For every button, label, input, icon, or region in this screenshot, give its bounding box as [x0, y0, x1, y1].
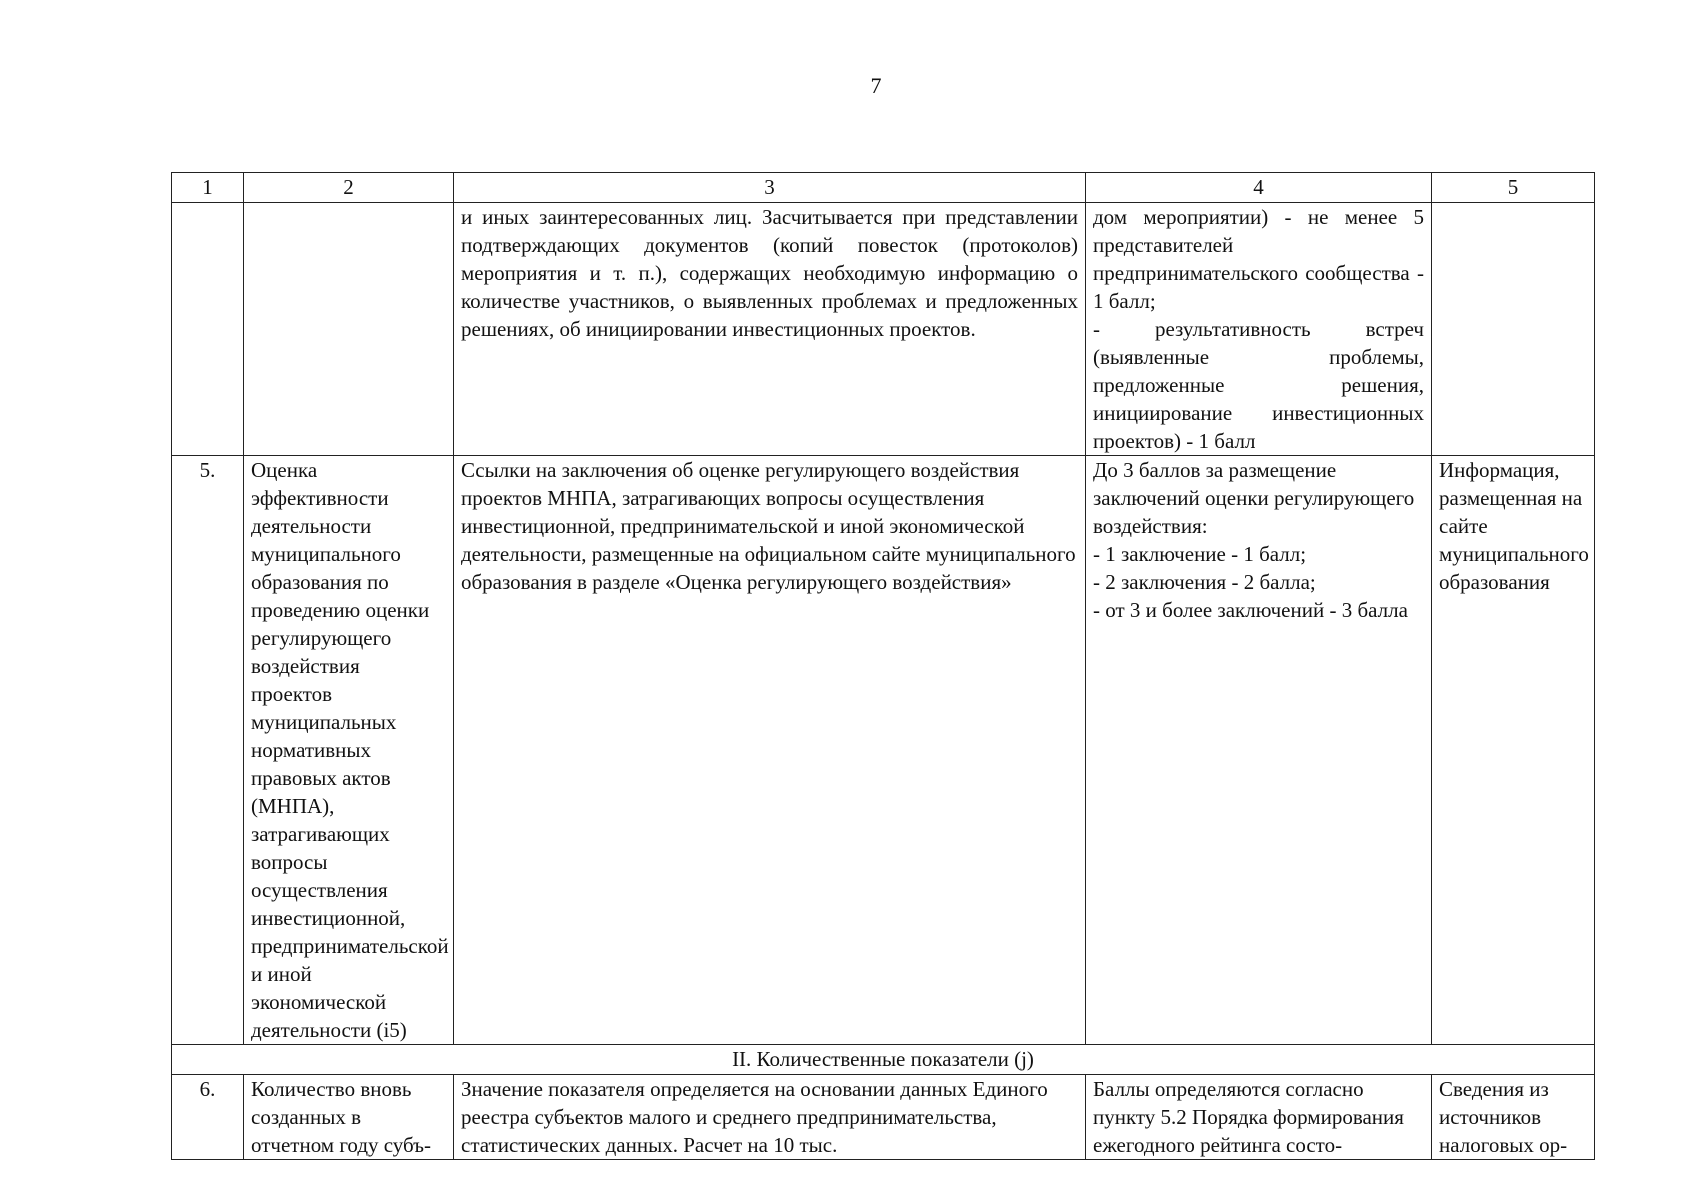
- row-number-cell: 5.: [172, 456, 244, 1045]
- column-header-5: 5: [1432, 173, 1595, 203]
- indicator-name-cell: Оценка эффективности деятельности муниципального образования по проведению оценки регулирующего воздействия проектов муниципальных нормативных правовых актов (МНПА), затрагивающих вопросы осуществления инвестиционной, предпринимательской и иной экономической деятельности (i5): [244, 456, 454, 1045]
- row-number-cell: [172, 203, 244, 456]
- row-number-cell: 6.: [172, 1075, 244, 1160]
- column-header-2: 2: [244, 173, 454, 203]
- method-cell: и иных заинтересованных лиц. Засчитывается при представлении подтверждающих документов (копий повесток (протоколов) мероприятия и т. п.), содержащих необходимую информацию о количестве участников, о выявленных проблемах и предложенных решениях, об инициировании инвестиционных проектов.: [454, 203, 1086, 456]
- score-cell: До 3 баллов за размещение заключений оценки регулирующего воздействия: - 1 заключение - 1 балл; - 2 заключения - 2 балла; - от 3 и более заключений - 3 балла: [1086, 456, 1432, 1045]
- table-row: [172, 203, 1595, 456]
- column-header-3: 3: [454, 173, 1086, 203]
- table-row: [172, 456, 1595, 1045]
- table-row: [172, 1075, 1595, 1160]
- column-header-1: 1: [172, 173, 244, 203]
- page-number: 7: [870, 73, 882, 98]
- source-cell: [1432, 203, 1595, 456]
- source-cell: Информация, размещенная на сайте муниципального образования: [1432, 456, 1595, 1045]
- section-heading-row: [172, 1045, 1595, 1075]
- score-cell: Баллы определяются согласно пункту 5.2 Порядка формирования ежегодного рейтинга состо-: [1086, 1075, 1432, 1160]
- indicator-name-cell: [244, 203, 454, 456]
- column-header-4: 4: [1086, 173, 1432, 203]
- criteria-table: [171, 172, 1595, 1160]
- table-header-row: [172, 173, 1595, 203]
- indicator-name-cell: Количество вновь созданных в отчетном году субъ-: [244, 1075, 454, 1160]
- method-cell: Ссылки на заключения об оценке регулирующего воздействия проектов МНПА, затрагивающих вопросы осуществления инвестиционной, предпринимательской и иной экономической деятельности, размещенные на официальном сайте муниципального образования в разделе «Оценка регулирующего воздействия»: [454, 456, 1086, 1045]
- score-cell: дом мероприятии) - не менее 5 представителей предпринимательского сообщества - 1 балл; - результативность встреч (выявленные проблемы, предложенные решения, инициирование инвестиционных проектов) - 1 балл: [1086, 203, 1432, 456]
- method-cell: Значение показателя определяется на основании данных Единого реестра субъектов малого и среднего предпринимательства, статистических данных. Расчет на 10 тыс.: [454, 1075, 1086, 1160]
- section-title: II. Количественные показатели (j): [172, 1045, 1595, 1075]
- source-cell: Сведения из источников налоговых ор-: [1432, 1075, 1595, 1160]
